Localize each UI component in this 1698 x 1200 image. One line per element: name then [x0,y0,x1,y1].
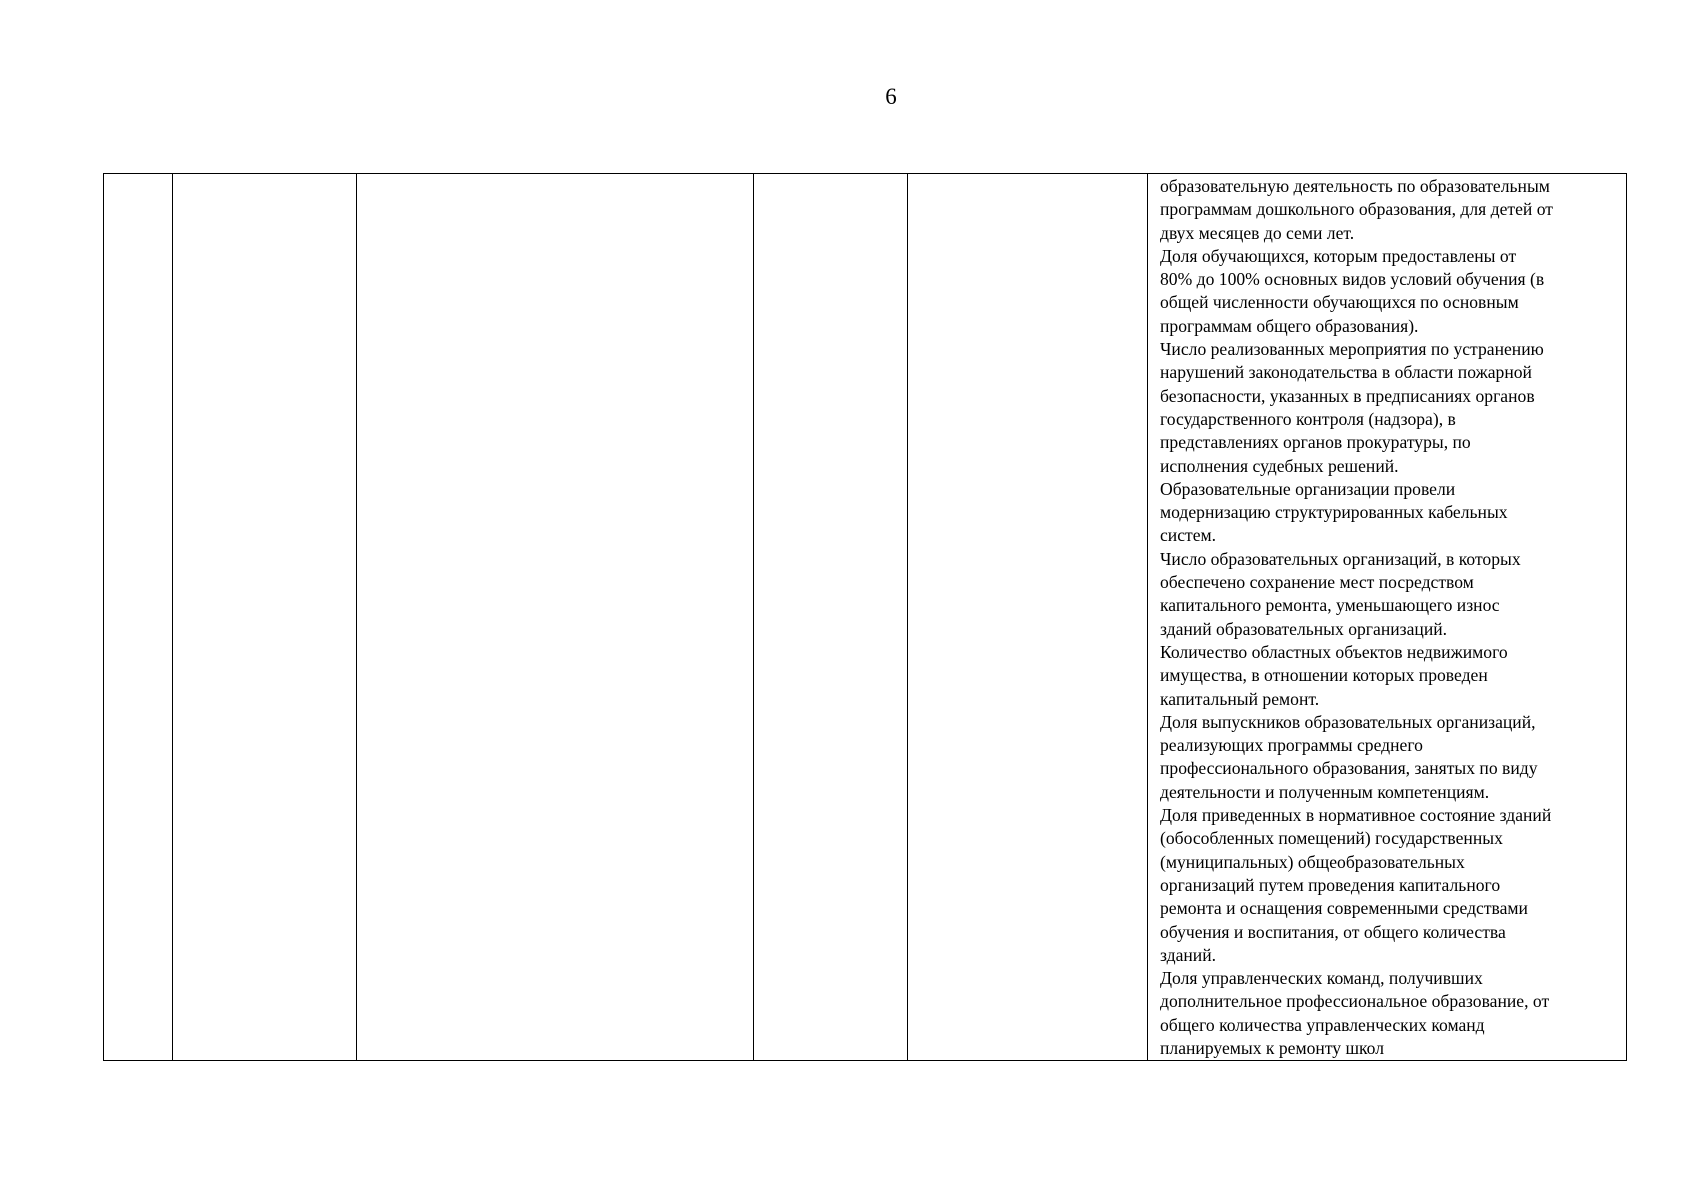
indicator-item: Доля выпускников образовательных организаций, реализующих программы среднего профессионального образования, занятых по виду деятельности и полученным компетенциям. [1160,711,1538,802]
indicator-item: Доля управленческих команд, получивших дополнительное профессиональное образование, от общего количества управленческих команд планируемых к ремонту школ [1160,968,1550,1058]
table-cell-2 [173,174,357,1061]
table-cell-5 [908,174,1148,1061]
indicator-item: образовательную деятельность по образовательным программам дошкольного образования, для детей от двух месяцев до семи лет. [1160,176,1553,243]
indicator-item: Число образовательных организаций, в которых обеспечено сохранение мест посредством капитального ремонта, уменьшающего износ зданий образовательных организаций. [1160,548,1521,639]
indicator-item: Доля приведенных в нормативное состояние зданий (обособленных помещений) государственных (муниципальных) общеобразовательных организаций путем проведения капитального ремонта и оснащения современными средствами обучения и воспитания, от общего количества зданий. [1160,805,1552,965]
page-number: 6 [885,84,897,109]
indicator-list [1160,175,1618,1060]
table-cell-3 [357,174,754,1061]
indicators-table [103,173,1627,1061]
table-row [104,174,1627,1061]
table-cell-number [104,174,173,1061]
table-cell-indicators [1148,174,1627,1061]
table-cell-4 [754,174,908,1061]
indicator-item: Образовательные организации провели модернизацию структурированных кабельных систем. [1160,478,1508,546]
indicator-item: Количество областных объектов недвижимого имущества, в отношении которых проведен капитальный ремонт. [1160,641,1508,709]
indicator-item: Доля обучающихся, которым предоставлены от 80% до 100% основных видов условий обучения (в общей численности обучающихся по основным программам общего образования). [1160,245,1545,336]
indicator-item: Число реализованных мероприятия по устранению нарушений законодательства в области пожарной безопасности, указанных в предписаниях органов государственного контроля (надзора), в представлениях органов прокуратуры, по исполнения судебных решений. [1160,339,1544,476]
